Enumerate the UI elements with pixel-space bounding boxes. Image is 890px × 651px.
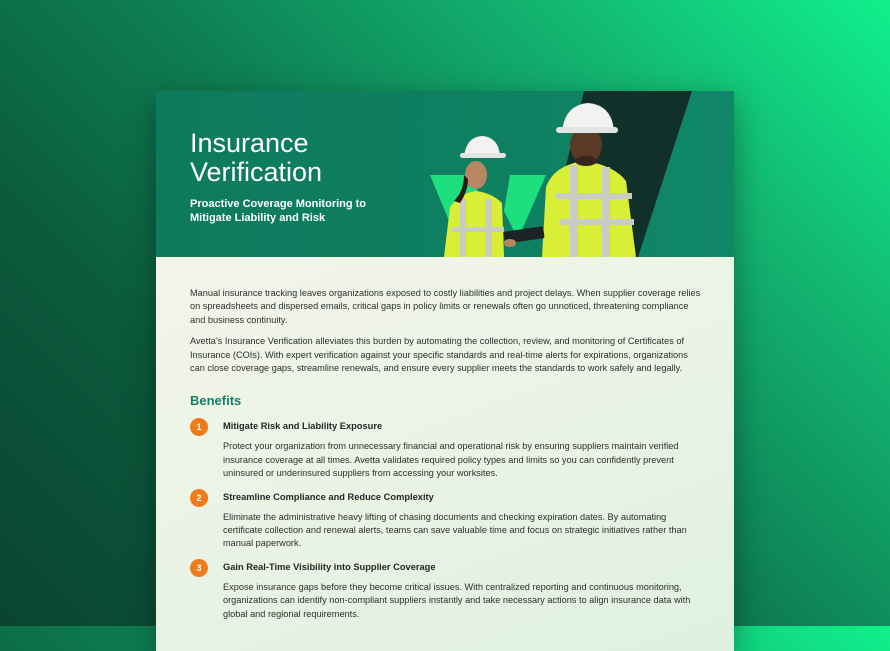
benefit-title: Mitigate Risk and Liability Exposure [223, 421, 383, 432]
benefit-text: Expose insurance gaps before they become critical issues. With centralized reporting and continuous monitoring, organizations can identify non-compliant suppliers instantly and take necessary actions to align insurance data with global and regional requirements. [223, 581, 691, 619]
number-badge: 3 [190, 559, 208, 577]
benefits-heading: Benefits [190, 393, 242, 409]
benefit-text: Protect your organization from unnecessary financial and operational risk by ensuring suppliers maintain verified insurance coverage at all times. Avetta validates required policy types and limits so you can confidently prevent uninsured or underinsured suppliers from accessing your worksites. [223, 441, 679, 479]
intro-paragraph-2: Avetta’s Insurance Verification alleviates this burden by automating the collection, review, and monitoring of Certificates of Insurance (COIs). With expert verification against your specific standards and real-time alerts for expirations, organizations can close coverage gaps, streamline renewals, and ensure every supplier meets the standards to work safely and legally. [190, 336, 688, 374]
hero-banner [156, 91, 734, 257]
workers-photo [424, 91, 734, 257]
benefit-item [190, 491, 702, 551]
document-body [190, 287, 702, 631]
number-badge: 1 [190, 418, 208, 436]
benefit-title: Streamline Compliance and Reduce Complexity [223, 491, 434, 502]
document-page [156, 91, 734, 651]
benefit-item [190, 561, 702, 621]
benefit-text: Eliminate the administrative heavy lifting of chasing documents and checking expiration dates. By automating certificate collection and renewal alerts, teams can save valuable time and focus on strategic initiatives rather than manual paperwork. [223, 511, 687, 549]
intro-paragraph-1: Manual insurance tracking leaves organizations exposed to costly liabilities and project delays. When supplier coverage relies on spreadsheets and dispersed emails, critical gaps in policy limits or renewals often go unnoticed, threatening compliance and business continuity. [190, 288, 701, 325]
benefit-title: Gain Real-Time Visibility into Supplier Coverage [223, 561, 436, 572]
benefit-item [190, 420, 702, 480]
page-title: Insurance Verification [190, 128, 323, 187]
number-badge: 2 [190, 489, 208, 507]
page-subtitle: Proactive Coverage Monitoring to Mitigate Liability and Risk [190, 198, 367, 224]
